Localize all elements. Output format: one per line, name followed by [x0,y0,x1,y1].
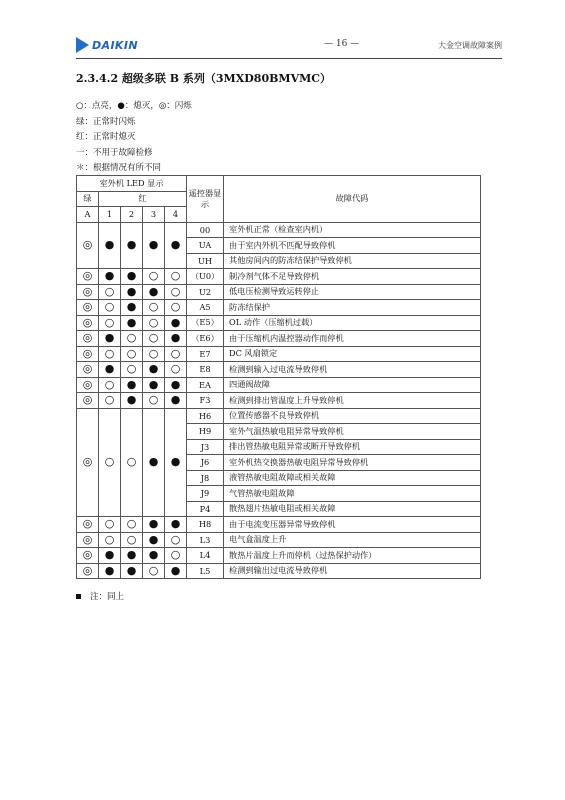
col-3-header: 3 [143,207,165,223]
led-state-cell: ○ [99,284,121,300]
table-row [77,222,481,238]
daikin-logo [76,37,138,53]
led-state-cell: ○ [121,346,143,362]
led-state-cell: ○ [121,331,143,347]
led-state-cell: ● [165,377,187,393]
remote-code-cell: E7 [187,346,224,362]
table-row [77,408,481,424]
legend-line: ○：点亮，●：熄灭，◎：闪烁 [76,101,192,111]
remote-code-cell: F3 [187,393,224,409]
led-state-cell: ○ [99,408,121,517]
led-state-cell: ● [165,393,187,409]
led-state-cell: ● [121,548,143,564]
table-row [77,517,481,533]
led-state-cell: ○ [121,517,143,533]
remote-code-cell: J6 [187,455,224,471]
led-state-cell: ◎ [77,269,99,285]
legend-line: 红：正常时熄灭 [76,132,136,143]
led-state-cell: ● [99,548,121,564]
led-state-cell: ● [143,548,165,564]
legend-line: 一：不用于故障检修 [76,147,153,158]
remote-code-cell: （U0） [187,269,224,285]
led-state-cell: ◎ [77,362,99,378]
col-a-header: A [77,207,99,223]
page-number: — 16 — [324,39,360,49]
remote-code-cell: E8 [187,362,224,378]
fault-description-cell: 由于压缩机内温控器动作而停机 [224,331,481,347]
table-row [77,269,481,285]
led-state-cell: ● [143,532,165,548]
remote-code-cell: H9 [187,424,224,440]
led-state-cell: ○ [165,532,187,548]
fault-description-cell: 散热片温度上升而停机（过热保护动作） [224,548,481,564]
led-state-cell: ● [165,331,187,347]
remote-code-cell: J8 [187,470,224,486]
led-state-cell: ◎ [77,393,99,409]
led-state-cell: ○ [99,315,121,331]
led-state-cell: ○ [165,269,187,285]
footnote [76,590,124,602]
fault-description-cell: 室外气温热敏电阻异常导致停机 [224,424,481,440]
green-header: 绿 [77,191,99,207]
led-state-cell: ● [99,222,121,269]
led-state-cell: ● [165,517,187,533]
led-state-cell: ○ [99,517,121,533]
led-state-cell: ○ [143,346,165,362]
red-header: 红 [99,191,187,207]
led-state-cell: ○ [165,346,187,362]
led-state-cell: ● [165,222,187,269]
fault-description-cell: 室外机正常（检查室内机） [224,222,481,238]
col-1-header: 1 [99,207,121,223]
fault-description-cell: 由于电流变压器异常导致停机 [224,517,481,533]
remote-code-cell: EA [187,377,224,393]
remote-code-cell: L3 [187,532,224,548]
section-title: 2.3.4.2 超级多联 B 系列（3MXD80BMVMC） [76,72,332,85]
led-state-cell: ○ [165,548,187,564]
led-state-cell: ● [99,269,121,285]
remote-code-cell: J9 [187,486,224,502]
led-state-cell: ○ [143,563,165,579]
led-state-cell: ○ [99,532,121,548]
led-state-cell: ● [143,362,165,378]
table-row [77,377,481,393]
fault-description-cell: 制冷剂气体不足导致停机 [224,269,481,285]
led-state-cell: ○ [99,377,121,393]
led-state-cell: ● [99,331,121,347]
table-row [77,331,481,347]
table-body [77,222,481,579]
remote-code-cell: （E5） [187,315,224,331]
led-state-cell: ◎ [77,284,99,300]
header-rule [76,58,502,59]
legend [76,99,192,177]
led-state-cell: ○ [143,315,165,331]
led-state-cell: ● [121,393,143,409]
fault-description-cell: 散热翅片热敏电阻或相关故障 [224,501,481,517]
fault-description-cell: 室外机热交换器热敏电阻异常导致停机 [224,455,481,471]
fault-description-cell: 由于室内外机不匹配导致停机 [224,238,481,254]
fault-description-cell: OL 动作（压缩机过载） [224,315,481,331]
remote-code-cell: A5 [187,300,224,316]
led-state-cell: ● [143,517,165,533]
led-state-cell: ● [143,284,165,300]
table-row [77,393,481,409]
led-state-cell: ◎ [77,331,99,347]
fault-description-cell: 低电压检测导致运转停止 [224,284,481,300]
fault-description-cell: 四通阀故障 [224,377,481,393]
fault-code-header: 故障代码 [224,176,481,223]
fault-description-cell: 防冻结保护 [224,300,481,316]
outdoor-led-header: 室外机 LED 显示 [77,176,187,192]
daikin-logo-icon [76,37,89,53]
remote-display-header: 遥控器显示 [187,176,224,223]
led-state-cell: ● [165,563,187,579]
led-state-cell: ◎ [77,548,99,564]
footnote-text: 注：同上 [90,592,125,602]
led-state-cell: ● [121,315,143,331]
led-state-cell: ◎ [77,300,99,316]
led-state-cell: ◎ [77,222,99,269]
led-state-cell: ○ [121,362,143,378]
led-state-cell: ○ [143,269,165,285]
fault-code-table [76,175,481,579]
led-state-cell: ● [165,315,187,331]
remote-code-cell: （E6） [187,331,224,347]
led-state-cell: ○ [99,393,121,409]
led-state-cell: ● [121,284,143,300]
remote-code-cell: P4 [187,501,224,517]
table-row [77,284,481,300]
table-row [77,548,481,564]
fault-description-cell: 检测到排出管温度上升导致停机 [224,393,481,409]
remote-code-cell: H6 [187,408,224,424]
fault-description-cell: 其他房间内的防冻结保护导致停机 [224,253,481,269]
led-state-cell: ○ [165,362,187,378]
fault-description-cell: 位置传感器不良导致停机 [224,408,481,424]
table-row [77,563,481,579]
led-state-cell: ○ [143,300,165,316]
led-state-cell: ○ [121,532,143,548]
led-state-cell: ○ [121,408,143,517]
col-2-header: 2 [121,207,143,223]
fault-description-cell: 检测到输入过电流导致停机 [224,362,481,378]
led-state-cell: ● [143,377,165,393]
fault-description-cell: 电气盒温度上升 [224,532,481,548]
led-state-cell: ● [121,377,143,393]
led-state-cell: ● [99,563,121,579]
led-state-cell: ● [121,222,143,269]
led-state-cell: ● [121,300,143,316]
fault-description-cell: 气管热敏电阻故障 [224,486,481,502]
led-state-cell: ○ [99,346,121,362]
led-state-cell: ◎ [77,346,99,362]
led-state-cell: ◎ [77,315,99,331]
led-state-cell: ○ [165,300,187,316]
table-row [77,346,481,362]
fault-description-cell: DC 风扇锁定 [224,346,481,362]
table-row [77,532,481,548]
bullet-square-icon [76,594,81,599]
led-state-cell: ● [143,222,165,269]
led-state-cell: ● [121,269,143,285]
remote-code-cell: J3 [187,439,224,455]
remote-code-cell: L5 [187,563,224,579]
led-state-cell: ◎ [77,532,99,548]
led-state-cell: ◎ [77,408,99,517]
led-state-cell: ◎ [77,517,99,533]
logo-text: DAIKIN [92,38,138,52]
table-row [77,315,481,331]
col-4-header: 4 [165,207,187,223]
led-state-cell: ○ [99,300,121,316]
table-row [77,300,481,316]
remote-code-cell: L4 [187,548,224,564]
remote-code-cell: UH [187,253,224,269]
table-row [77,362,481,378]
legend-line: 绿：正常时闪烁 [76,116,136,127]
remote-code-cell: 00 [187,222,224,238]
led-state-cell: ● [121,563,143,579]
remote-code-cell: H8 [187,517,224,533]
remote-code-cell: UA [187,238,224,254]
led-state-cell: ◎ [77,377,99,393]
fault-description-cell: 排出管热敏电阻异常或断开导致停机 [224,439,481,455]
led-state-cell: ○ [143,393,165,409]
led-state-cell: ● [99,362,121,378]
led-state-cell: ○ [143,331,165,347]
legend-line: ＊：根据情况有所不同 [76,163,162,174]
fault-description-cell: 液管热敏电阻故障或相关故障 [224,470,481,486]
page-header [76,36,502,58]
led-state-cell: ● [143,408,165,517]
led-state-cell: ◎ [77,563,99,579]
led-state-cell: ● [165,408,187,517]
remote-code-cell: U2 [187,284,224,300]
fault-description-cell: 检测到输出过电流导致停机 [224,563,481,579]
document-title: 大金空调故障案例 [438,41,502,50]
led-state-cell: ○ [165,284,187,300]
